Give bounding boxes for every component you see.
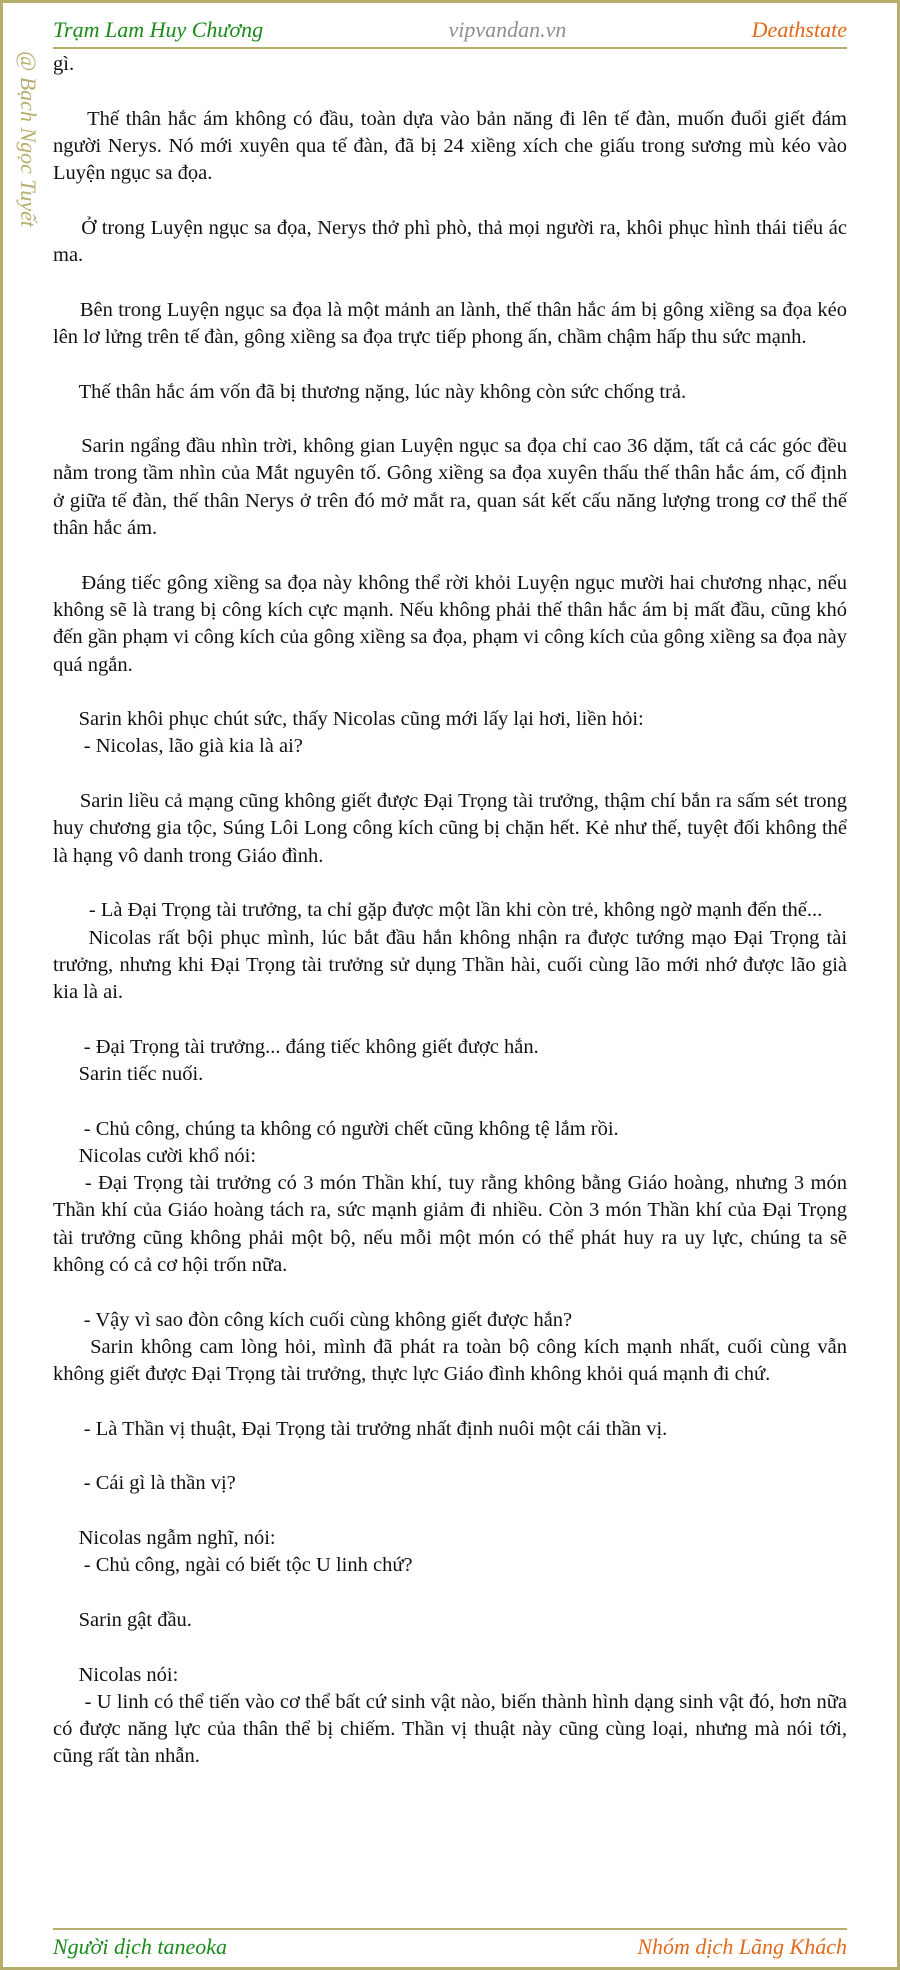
paragraph: Sarin tiếc nuối. xyxy=(53,1062,204,1085)
page-footer xyxy=(53,1928,847,1964)
footer-translator: Người dịch taneoka xyxy=(53,1934,228,1959)
paragraph: Bên trong Luyện ngục sa đọa là một mảnh an lành, thế thân hắc ám bị gông xiềng sa đọa kéo lên lơ lửng trên tế đàn, gông xiềng sa đọa trực tiếp phong ấn, chầm chậm hấp thu sức mạnh. xyxy=(53,298,853,348)
paragraph: Nicolas rất bội phục mình, lúc bắt đầu hắn không nhận ra được tướng mạo Đại Trọng tài trưởng, nhưng khi Đại Trọng tài trưởng sử dụng Thần hài, cuối cùng lão mới nhớ được lão già kia là ai. xyxy=(53,926,853,1004)
paragraph: Sarin gật đầu. xyxy=(53,1608,192,1631)
page-header xyxy=(53,13,847,49)
header-author: Deathstate xyxy=(751,17,847,42)
paragraph: - Chủ công, chúng ta không có người chết cũng không tệ lắm rồi. xyxy=(53,1117,619,1140)
paragraph: Ở trong Luyện ngục sa đọa, Nerys thở phì phò, thả mọi người ra, khôi phục hình thái tiểu ác ma. xyxy=(53,216,853,267)
paragraph: Nicolas ngẫm nghĩ, nói: xyxy=(53,1527,276,1550)
paragraph: Nicolas cười khổ nói: xyxy=(53,1144,257,1167)
paragraph: - Là Thần vị thuật, Đại Trọng tài trưởng nhất định nuôi một cái thần vị. xyxy=(53,1417,668,1440)
paragraph: gì. xyxy=(53,53,75,75)
story-body xyxy=(53,51,853,1771)
paragraph: - Đại Trọng tài trưởng... đáng tiếc không giết được hắn. xyxy=(53,1035,539,1058)
header-url: vipvandan.vn xyxy=(448,17,567,42)
paragraph: Nicolas nói: xyxy=(53,1663,179,1686)
paragraph: Sarin liều cả mạng cũng không giết được Đại Trọng tài trưởng, thậm chí bắn ra sấm sét trong huy chương gia tộc, Súng Lôi Long công kích cũng bị chặn hết. Kẻ như thế, tuyệt đối không thể là hạng vô danh trong Giáo đình. xyxy=(53,790,853,867)
paragraph: - Vậy vì sao đòn công kích cuối cùng không giết được hắn? xyxy=(53,1308,573,1331)
paragraph: Thế thân hắc ám vốn đã bị thương nặng, lúc này không còn sức chống trả. xyxy=(53,380,687,403)
paragraph: Sarin khôi phục chút sức, thấy Nicolas cũng mới lấy lại hơi, liền hỏi: xyxy=(53,708,644,731)
side-watermark: @ Bạch Ngọc Tuyết xyxy=(16,51,41,228)
header-site-name: Trạm Lam Huy Chương xyxy=(53,17,264,42)
paragraph: - U linh có thể tiến vào cơ thể bất cứ sinh vật nào, biến thành hình dạng sinh vật đó, hơn nữa có được năng lực của thân thể bị chiếm. Thần vị thuật này cũng cùng loại, nhưng mà nói tới, cũng rất tàn nhẫn. xyxy=(53,1690,853,1768)
paragraph: - Cái gì là thần vị? xyxy=(53,1472,236,1495)
footer-group: Nhóm dịch Lãng Khách xyxy=(637,1934,847,1959)
paragraph: Thế thân hắc ám không có đầu, toàn dựa vào bản năng đi lên tế đàn, muốn đuổi giết đám người Nerys. Nó mới xuyên qua tế đàn, đã bị 24 xiềng xích che giấu trong sương mù kéo vào Luyện ngục sa đọa. xyxy=(53,107,853,185)
paragraph: - Chủ công, ngài có biết tộc U linh chứ? xyxy=(53,1554,413,1577)
paragraph: Đáng tiếc gông xiềng sa đọa này không thể rời khỏi Luyện ngục mười hai chương nhạc, nếu không sẽ là trang bị công kích cực mạnh. Nếu không phải thế thân hắc ám bị mất đầu, cũng khó đến gần phạm vi công kích của gông xiềng sa đọa, phạm vi công kích của gông xiềng sa đọa này quá ngắn. xyxy=(53,571,853,676)
paragraph: - Nicolas, lão già kia là ai? xyxy=(53,735,303,758)
paragraph: Sarin không cam lòng hỏi, mình đã phát ra toàn bộ công kích mạnh nhất, cuối cùng vẫn không giết được Đại Trọng tài trưởng, thực lực Giáo đình không khỏi quá mạnh đi chứ. xyxy=(53,1335,853,1386)
paragraph: - Đại Trọng tài trưởng có 3 món Thần khí, tuy rằng không bằng Giáo hoàng, nhưng 3 món Thần khí của Giáo hoàng tách ra, sức mạnh giảm đi nhiều. Còn 3 món Thần khí của Đại Trọng tài trưởng cũng không phải một bộ, nếu mỗi một món có thể phát huy ra uy lực, chúng ta sẽ không có cả cơ hội trốn nữa. xyxy=(53,1172,853,1277)
paragraph: Sarin ngẩng đầu nhìn trời, không gian Luyện ngục sa đọa chỉ cao 36 dặm, tất cả các góc đều nằm trong tầm nhìn của Mắt nguyên tố. Gông xiềng sa đọa xuyên thấu thế thân hắc ám, cố định ở giữa tế đàn, thế thân Nerys ở trên đó mở mắt ra, quan sát kết cấu năng lượng trong cơ thể thế thân hắc ám. xyxy=(53,435,853,540)
paragraph: - Là Đại Trọng tài trưởng, ta chỉ gặp được một lần khi còn trẻ, không ngờ mạnh đến thế... xyxy=(53,899,823,922)
